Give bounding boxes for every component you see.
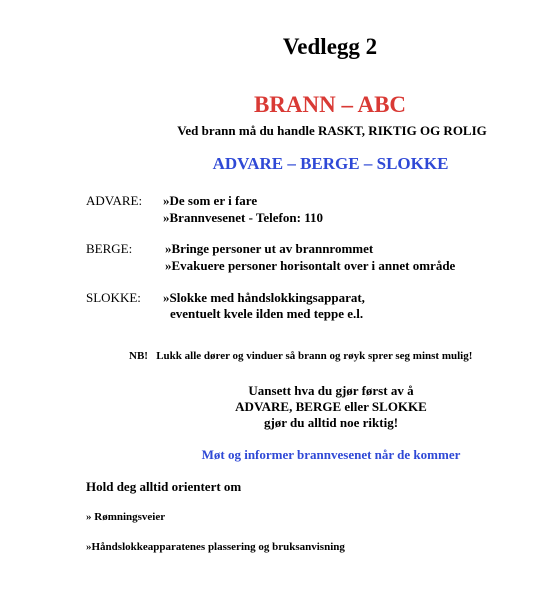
nb-notice [129, 350, 472, 362]
list-item: » Rømningsveier [86, 511, 166, 523]
document-title: BRANN – ABC [253, 92, 407, 117]
section-label-berge: BERGE: [86, 241, 133, 256]
list-item: »Bringe personer ut av brannrommet [165, 241, 374, 256]
list-item: »De som er i fare [163, 193, 258, 208]
list-item: eventuelt kvele ilden med teppe e.l. [170, 306, 364, 321]
reminder-line: gjør du alltid noe riktig! [263, 415, 399, 430]
nb-prefix: NB! [129, 350, 148, 362]
list-item: »Evakuere personer horisontalt over i annet område [165, 258, 456, 273]
reminder-line: Uansett hva du gjør først av å [248, 383, 414, 398]
section-label-slokke: SLOKKE: [86, 290, 141, 305]
page-title: Vedlegg 2 [282, 34, 378, 59]
reminder-block [0, 383, 560, 431]
inform-fire-brigade: Møt og informer brannvesenet når de kommer [201, 447, 461, 462]
list-item: »Slokke med håndslokkingsapparat, [163, 290, 365, 305]
list-item: »Håndslokkeapparatenes plassering og bruksanvisning [86, 541, 345, 553]
reminder-line: ADVARE, BERGE eller SLOKKE [235, 399, 427, 414]
orientation-heading: Hold deg alltid orientert om [86, 479, 242, 494]
nb-text: Lukk alle dører og vinduer så brann og røyk sprer seg minst mulig! [156, 350, 473, 362]
list-item: »Brannvesenet - Telefon: 110 [163, 210, 323, 225]
intro-text: Ved brann må du handle RASKT, RIKTIG OG ROLIG [177, 123, 487, 138]
slogan: ADVARE – BERGE – SLOKKE [212, 154, 449, 173]
section-label-advare: ADVARE: [86, 193, 143, 208]
